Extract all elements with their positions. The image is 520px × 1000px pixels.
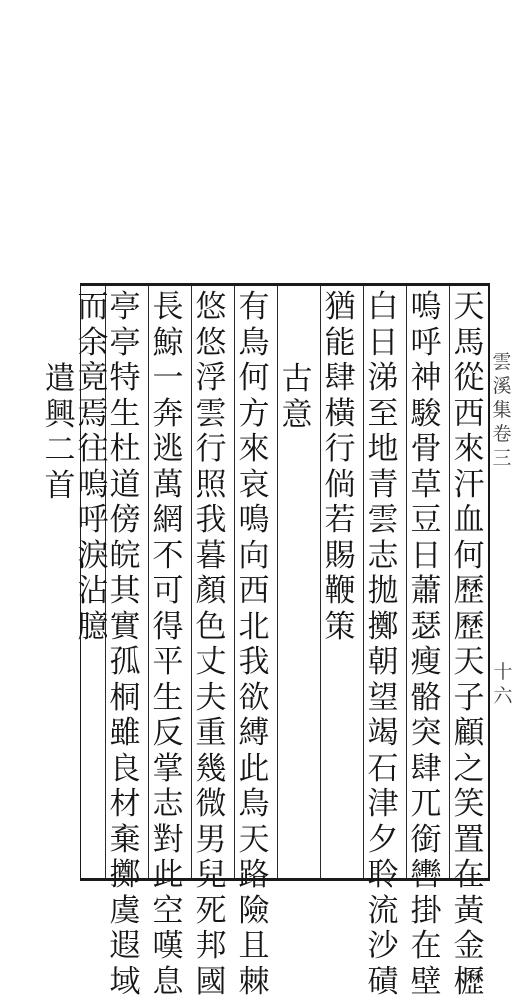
glyph: 嘆 <box>153 929 184 965</box>
glyph: 猶 <box>325 290 356 326</box>
glyph: 暮 <box>196 539 227 575</box>
glyph: 可 <box>153 574 184 610</box>
glyph: 從 <box>454 361 485 397</box>
gutter-glyph: 雲 <box>492 350 511 374</box>
glyph: 雖 <box>110 716 141 752</box>
glyph: 草 <box>411 468 442 504</box>
glyph: 長 <box>153 290 184 326</box>
glyph: 在 <box>411 929 442 965</box>
glyph: 鯨 <box>153 326 184 362</box>
glyph: 傍 <box>110 503 141 539</box>
glyph: 亭 <box>110 326 141 362</box>
glyph: 子 <box>454 681 485 717</box>
glyph: 遐 <box>110 929 141 965</box>
gutter-volume-label <box>487 350 517 470</box>
glyph: 古 <box>282 362 313 398</box>
glyph: 笑 <box>454 787 485 823</box>
glyph: 實 <box>110 610 141 646</box>
glyph: 道 <box>110 468 141 504</box>
glyph: 何 <box>239 361 270 397</box>
column-rule <box>363 286 364 878</box>
glyph: 淚 <box>78 539 109 575</box>
glyph: 死 <box>196 894 227 930</box>
glyph: 瑟 <box>411 610 442 646</box>
text-column-4 <box>322 290 358 645</box>
glyph: 金 <box>454 929 485 965</box>
gutter-page-number <box>488 660 518 708</box>
glyph: 哀 <box>239 468 270 504</box>
gutter-glyph: 溪 <box>492 374 511 398</box>
column-rule <box>406 286 407 878</box>
glyph: 亭 <box>110 290 141 326</box>
glyph: 域 <box>110 965 141 1000</box>
glyph: 夫 <box>196 681 227 717</box>
glyph: 歷 <box>454 610 485 646</box>
glyph: 歷 <box>454 574 485 610</box>
glyph: 照 <box>196 468 227 504</box>
glyph: 色 <box>196 610 227 646</box>
glyph: 拋 <box>368 574 399 610</box>
column-rule <box>449 286 450 878</box>
glyph: 夕 <box>368 823 399 859</box>
glyph: 皖 <box>110 539 141 575</box>
column-rule <box>234 286 235 878</box>
text-column-7 <box>193 290 229 1000</box>
glyph: 且 <box>239 929 270 965</box>
glyph: 流 <box>368 894 399 930</box>
glyph: 良 <box>110 752 141 788</box>
glyph: 志 <box>153 787 184 823</box>
glyph: 臆 <box>78 610 109 646</box>
glyph: 焉 <box>78 397 109 433</box>
glyph: 反 <box>153 716 184 752</box>
glyph: 白 <box>368 290 399 326</box>
glyph: 擲 <box>368 610 399 646</box>
glyph: 骼 <box>411 681 442 717</box>
glyph: 呼 <box>411 326 442 362</box>
glyph: 此 <box>153 858 184 894</box>
glyph: 鳥 <box>239 326 270 362</box>
glyph: 地 <box>368 432 399 468</box>
glyph: 桐 <box>110 681 141 717</box>
poem-title-guyi <box>279 362 315 433</box>
glyph: 沾 <box>78 574 109 610</box>
glyph: 倘 <box>325 468 356 504</box>
glyph: 得 <box>153 610 184 646</box>
glyph: 至 <box>368 397 399 433</box>
text-column-2 <box>408 290 444 1000</box>
glyph: 遣 <box>45 362 76 398</box>
glyph: 二 <box>45 433 76 469</box>
glyph: 瘦 <box>411 645 442 681</box>
glyph: 櫪 <box>454 965 485 1000</box>
glyph: 逃 <box>153 432 184 468</box>
glyph: 行 <box>325 432 356 468</box>
column-rule <box>320 286 321 878</box>
glyph: 空 <box>153 894 184 930</box>
text-column-1 <box>451 290 487 1000</box>
gutter-glyph: 集 <box>492 398 511 422</box>
glyph: 嗚 <box>78 468 109 504</box>
glyph: 路 <box>239 858 270 894</box>
glyph: 網 <box>153 503 184 539</box>
glyph: 望 <box>368 681 399 717</box>
glyph: 骨 <box>411 432 442 468</box>
glyph: 血 <box>454 503 485 539</box>
glyph: 材 <box>110 787 141 823</box>
glyph: 意 <box>282 398 313 434</box>
glyph: 壁 <box>411 965 442 1000</box>
poem-title-qianxing <box>42 362 78 504</box>
glyph: 來 <box>454 432 485 468</box>
glyph: 置 <box>454 823 485 859</box>
glyph: 棄 <box>110 823 141 859</box>
glyph: 欲 <box>239 681 270 717</box>
glyph: 能 <box>325 326 356 362</box>
glyph: 棘 <box>239 965 270 1000</box>
glyph: 此 <box>239 752 270 788</box>
glyph: 津 <box>368 787 399 823</box>
glyph: 息 <box>153 965 184 1000</box>
glyph: 男 <box>196 823 227 859</box>
glyph: 掛 <box>411 894 442 930</box>
glyph: 神 <box>411 361 442 397</box>
glyph: 西 <box>454 397 485 433</box>
glyph: 悠 <box>196 290 227 326</box>
glyph: 其 <box>110 574 141 610</box>
gutter-glyph: 三 <box>492 446 511 470</box>
glyph: 孤 <box>110 645 141 681</box>
glyph: 鞭 <box>325 574 356 610</box>
text-column-9 <box>107 290 143 1000</box>
glyph: 轡 <box>411 858 442 894</box>
glyph: 銜 <box>411 823 442 859</box>
glyph: 對 <box>153 823 184 859</box>
glyph: 雲 <box>196 397 227 433</box>
glyph: 我 <box>239 645 270 681</box>
glyph: 北 <box>239 610 270 646</box>
glyph: 我 <box>196 503 227 539</box>
glyph: 若 <box>325 503 356 539</box>
glyph: 向 <box>239 539 270 575</box>
glyph: 行 <box>196 432 227 468</box>
glyph: 丈 <box>196 645 227 681</box>
glyph: 平 <box>153 645 184 681</box>
glyph: 竭 <box>368 716 399 752</box>
glyph: 顏 <box>196 574 227 610</box>
glyph: 而 <box>78 290 109 326</box>
glyph: 聆 <box>368 858 399 894</box>
column-rule <box>277 286 278 878</box>
glyph: 賜 <box>325 539 356 575</box>
glyph: 雲 <box>368 503 399 539</box>
glyph: 石 <box>368 752 399 788</box>
glyph: 黃 <box>454 894 485 930</box>
glyph: 來 <box>239 432 270 468</box>
glyph: 杜 <box>110 432 141 468</box>
glyph: 顧 <box>454 716 485 752</box>
column-rule <box>148 286 149 878</box>
glyph: 重 <box>196 716 227 752</box>
glyph: 朝 <box>368 645 399 681</box>
glyph: 策 <box>325 610 356 646</box>
glyph: 竟 <box>78 361 109 397</box>
glyph: 日 <box>411 539 442 575</box>
glyph: 肆 <box>325 361 356 397</box>
glyph: 肆 <box>411 752 442 788</box>
glyph: 國 <box>196 965 227 1000</box>
glyph: 汗 <box>454 468 485 504</box>
glyph: 擲 <box>110 858 141 894</box>
glyph: 嗚 <box>411 290 442 326</box>
glyph: 縛 <box>239 716 270 752</box>
gutter-glyph: 卷 <box>492 422 511 446</box>
glyph: 呼 <box>78 503 109 539</box>
glyph: 浮 <box>196 361 227 397</box>
glyph: 日 <box>368 326 399 362</box>
glyph: 志 <box>368 539 399 575</box>
glyph: 掌 <box>153 752 184 788</box>
glyph: 之 <box>454 752 485 788</box>
glyph: 邦 <box>196 929 227 965</box>
glyph: 不 <box>153 539 184 575</box>
gutter-glyph: 十 <box>493 660 512 684</box>
glyph: 往 <box>78 432 109 468</box>
column-rule <box>191 286 192 878</box>
glyph: 微 <box>196 787 227 823</box>
glyph: 蕭 <box>411 574 442 610</box>
glyph: 方 <box>239 397 270 433</box>
glyph: 豆 <box>411 503 442 539</box>
glyph: 險 <box>239 894 270 930</box>
glyph: 悠 <box>196 326 227 362</box>
glyph: 興 <box>45 398 76 434</box>
glyph: 虞 <box>110 894 141 930</box>
glyph: 磧 <box>368 965 399 1000</box>
text-column-6 <box>236 290 272 1000</box>
glyph: 馬 <box>454 326 485 362</box>
glyph: 突 <box>411 716 442 752</box>
glyph: 幾 <box>196 752 227 788</box>
glyph: 西 <box>239 574 270 610</box>
glyph: 萬 <box>153 468 184 504</box>
glyph: 天 <box>454 645 485 681</box>
glyph: 生 <box>110 397 141 433</box>
glyph: 有 <box>239 290 270 326</box>
text-column-8 <box>150 290 186 1000</box>
glyph: 奔 <box>153 397 184 433</box>
glyph: 青 <box>368 468 399 504</box>
glyph: 天 <box>239 823 270 859</box>
glyph: 駿 <box>411 397 442 433</box>
glyph: 何 <box>454 539 485 575</box>
glyph: 一 <box>153 361 184 397</box>
glyph: 鳥 <box>239 787 270 823</box>
glyph: 兀 <box>411 787 442 823</box>
glyph: 余 <box>78 326 109 362</box>
text-column-10 <box>80 290 106 645</box>
glyph: 特 <box>110 361 141 397</box>
glyph: 鳴 <box>239 503 270 539</box>
text-column-3 <box>365 290 401 1000</box>
glyph: 在 <box>454 858 485 894</box>
gutter-glyph: 六 <box>493 684 512 708</box>
glyph: 涕 <box>368 361 399 397</box>
glyph: 沙 <box>368 929 399 965</box>
glyph: 天 <box>454 290 485 326</box>
glyph: 兒 <box>196 858 227 894</box>
glyph: 橫 <box>325 397 356 433</box>
glyph: 生 <box>153 681 184 717</box>
glyph: 首 <box>45 469 76 505</box>
